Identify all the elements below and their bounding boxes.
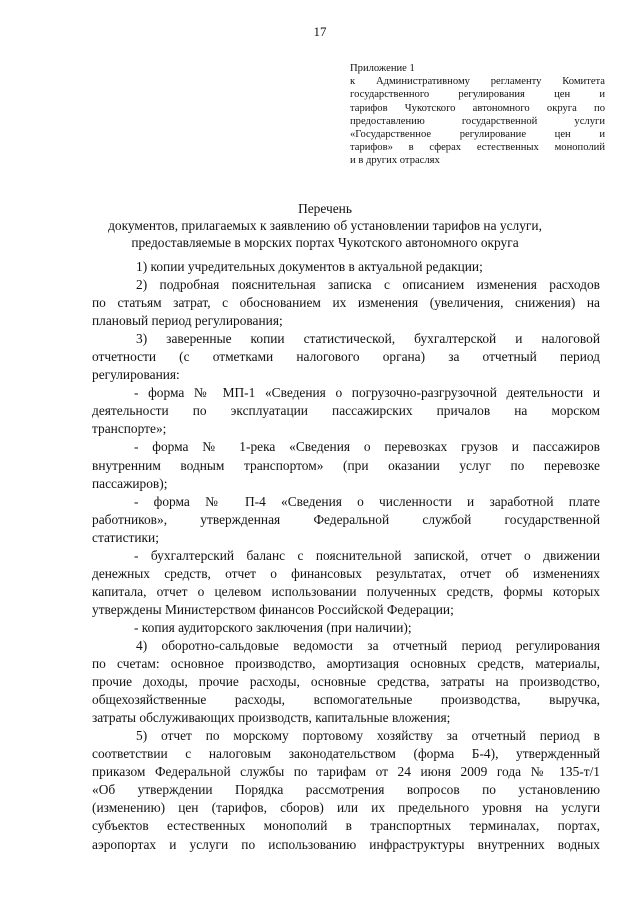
appendix-line: «Государственное регулирование цен и — [350, 129, 605, 141]
body-line: - копия аудиторского заключения (при наличии); — [134, 619, 412, 635]
body-line: утверждены Министерством финансов Российской Федерации; — [92, 601, 454, 617]
page-number: 17 — [313, 24, 327, 39]
body-line: соответствии с налоговым законодательством (форма Б-4), утвержденный — [92, 746, 600, 762]
body-line: «Об утверждении Порядка рассмотрения вопросов по установлению — [92, 782, 600, 798]
appendix-line: к Административному регламенту Комитета — [350, 76, 605, 88]
title-line: предоставляемые в морских портах Чукотского автономного округа — [131, 235, 519, 250]
appendix-line: тарифов Чукотского автономного округа по — [350, 102, 605, 114]
body-line: 4) оборотно-сальдовые ведомости за отчетный период регулирования — [136, 637, 600, 653]
body-line: пассажиров); — [92, 475, 168, 491]
body-line: 5) отчет по морскому портовому хозяйству за отчетный период в — [136, 728, 600, 744]
body-line: капитала, отчет о целевом использовании полученных средств, формы которых — [92, 583, 600, 599]
body-line: приказом Федеральной службы по тарифам от 24 июня 2009 года № 135-т/1 — [92, 764, 600, 780]
body-line: - форма № МП-1 «Сведения о погрузочно-разгрузочной деятельности и — [134, 385, 600, 401]
body-line: плановый период регулирования; — [92, 313, 283, 329]
title-line: документов, прилагаемых к заявлению об установлении тарифов на услуги, — [108, 218, 542, 233]
body-line: статистики; — [92, 529, 159, 545]
appendix-line: Приложение 1 — [350, 63, 415, 74]
body-line: общехозяйственные расходы, вспомогательные производства, выручка, — [92, 692, 600, 708]
appendix-line: тарифов» в сферах естественных монополий — [350, 142, 605, 154]
appendix-line: предоставлению государственной услуги — [350, 115, 605, 127]
body-line: транспорте»; — [92, 421, 167, 437]
body-line: по счетам: основное производство, амортизация основных средств, материалы, — [92, 656, 600, 672]
appendix-line: государственного регулирования цен и — [350, 89, 605, 101]
body-line: работников», утвержденная Федеральной службой государственной — [92, 511, 600, 527]
body-line: по статьям затрат, с обоснованием их изменения (увеличения, снижения) на — [92, 295, 600, 311]
body-line: субъектов естественных монополий в транспортных терминалах, портах, — [92, 818, 600, 834]
body-line: - форма № 1-река «Сведения о перевозках грузов и пассажиров — [134, 439, 600, 455]
body-line: затраты обслуживающих производств, капитальные вложения; — [92, 710, 451, 726]
body-line: (изменению) цен (тарифов, сборов) или их предельного уровня на услуги — [92, 800, 600, 816]
body-line: деятельности по эксплуатации пассажирских причалов на морском — [92, 403, 600, 419]
appendix-line: и в других отраслях — [350, 155, 440, 167]
body-line: внутренним водным транспортом» (при оказании услуг по перевозке — [92, 457, 600, 473]
document-title — [60, 200, 590, 251]
body-line: 1) копии учредительных документов в актуальной редакции; — [136, 259, 483, 274]
body-line: аэропортах и услуги по использованию инфраструктуры внутренних водных — [92, 836, 600, 852]
body-line: отчетности (с отметками налогового органа) за отчетный период — [92, 349, 600, 365]
appendix-note — [350, 62, 605, 168]
body-line: прочие доходы, прочие расходы, основные средства, затраты на производство, — [92, 674, 600, 690]
title-heading: Перечень — [298, 201, 352, 216]
body-line: - бухгалтерский баланс с пояснительной запиской, отчет о движении — [134, 547, 600, 563]
body-line: регулирования: — [92, 367, 180, 383]
body-line: денежных средств, отчет о финансовых результатах, отчет об изменениях — [92, 565, 600, 581]
body-line: 2) подробная пояснительная записка с описанием изменения расходов — [136, 277, 600, 293]
body-line: - форма № П-4 «Сведения о численности и заработной плате — [134, 493, 600, 509]
body-line: 3) заверенные копии статистической, бухгалтерской и налоговой — [136, 331, 600, 347]
document-body — [92, 258, 600, 854]
